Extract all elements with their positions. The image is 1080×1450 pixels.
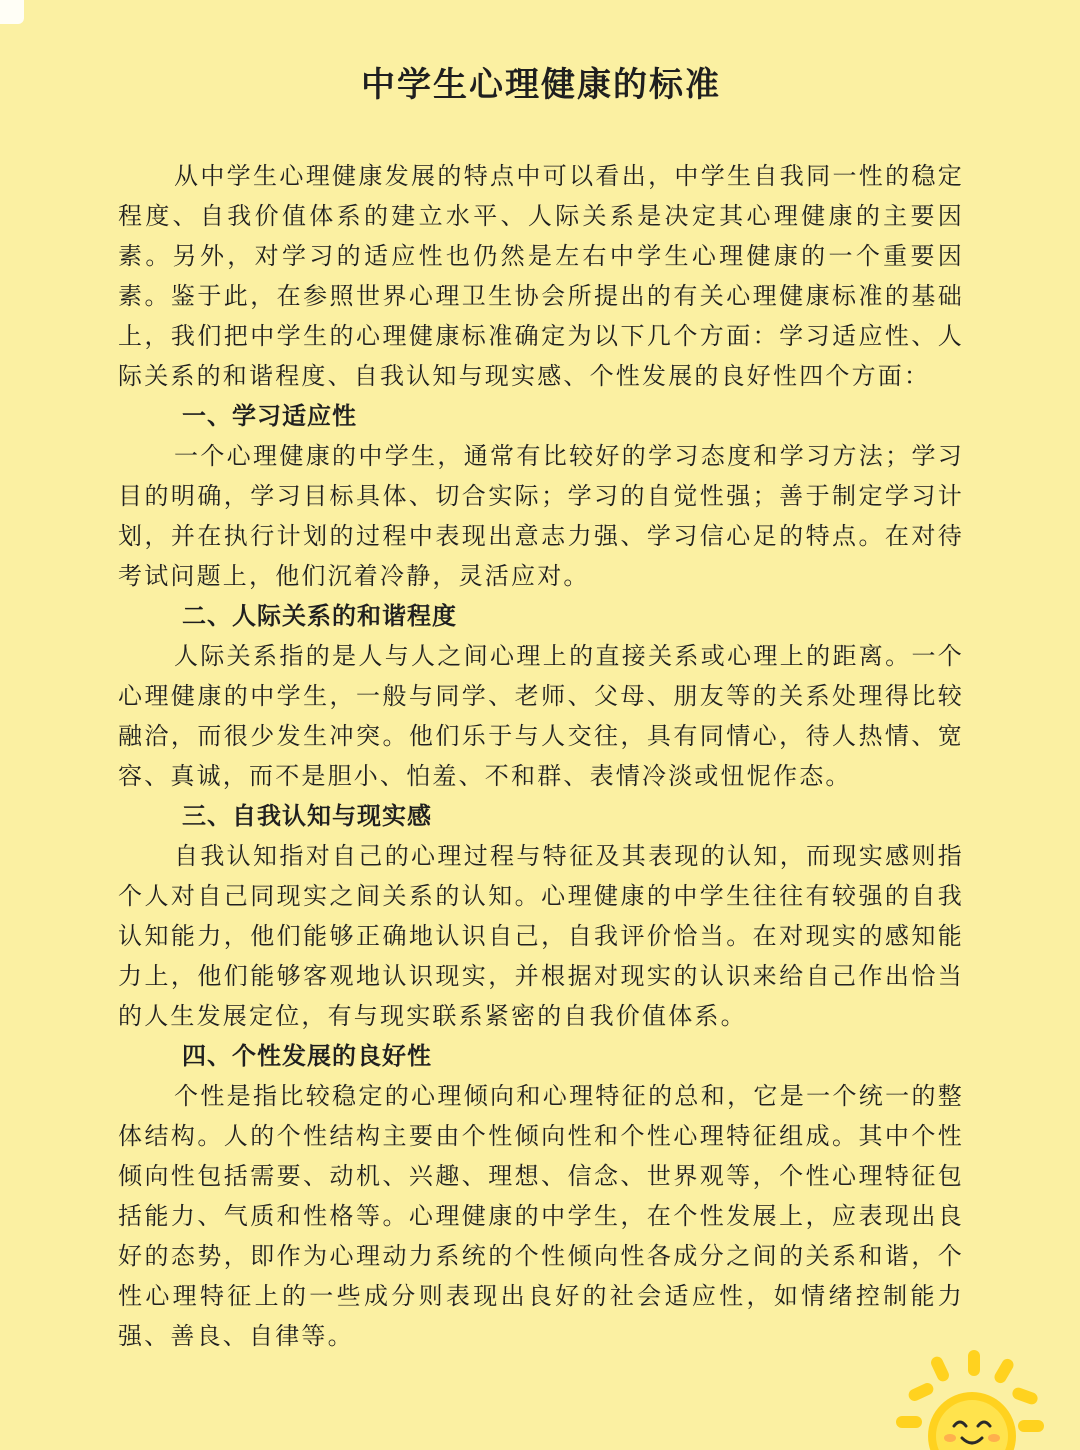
section-interpersonal-harmony [118, 596, 964, 796]
section-personality-development [118, 1036, 964, 1356]
section-heading: 一、学习适应性 [182, 402, 357, 430]
section-heading: 四、个性发展的良好性 [182, 1042, 432, 1070]
page-title: 中学生心理健康的标准 [361, 65, 721, 105]
section-body: 个性是指比较稳定的心理倾向和心理特征的总和，它是一个统一的整体结构。人的个性结构主要由个性倾向性和个性心理特征组成。其中个性倾向性包括需要、动机、兴趣、理想、信念、世界观等，个性心理特征包括能力、气质和性格等。心理健康的中学生，在个性发展上，应表现出良好的态势，即作为心理动力系统的个性倾向性各成分之间的关系和谐，个性心理特征上的一些成分则表现出良好的社会适应性，如情绪控制能力强、善良、自律等。 [118, 1082, 964, 1350]
section-body: 自我认知指对自己的心理过程与特征及其表现的认知，而现实感则指个人对自己同现实之间关系的认知。心理健康的中学生往往有较强的自我认知能力，他们能够正确地认识自己，自我评价恰当。在对现实的感知能力上，他们能够客观地认识现实，并根据对现实的认识来给自己作出恰当的人生发展定位，有与现实联系紧密的自我价值体系。 [118, 842, 964, 1030]
section-heading: 二、人际关系的和谐程度 [182, 602, 457, 630]
section-heading: 三、自我认知与现实感 [182, 802, 432, 830]
intro-paragraph: 从中学生心理健康发展的特点中可以看出，中学生自我同一性的稳定程度、自我价值体系的建立水平、人际关系是决定其心理健康的主要因素。另外，对学习的适应性也仍然是左右中学生心理健康的一个重要因素。鉴于此，在参照世界心理卫生协会所提出的有关心理健康标准的基础上，我们把中学生的心理健康标准确定为以下几个方面：学习适应性、人际关系的和谐程度、自我认知与现实感、个性发展的良好性四个方面： [118, 162, 964, 390]
corner-mark [0, 0, 24, 24]
section-body: 人际关系指的是人与人之间心理上的直接关系或心理上的距离。一个心理健康的中学生，一般与同学、老师、父母、朋友等的关系处理得比较融洽，而很少发生冲突。他们乐于与人交往，具有同情心，待人热情、宽容、真诚，而不是胆小、怕羞、不和群、表情冷淡或忸怩作态。 [118, 642, 964, 790]
section-learning-adaptability [118, 396, 964, 596]
smiling-sun-icon [890, 1350, 1050, 1450]
section-self-cognition [118, 796, 964, 1036]
section-body: 一个心理健康的中学生，通常有比较好的学习态度和学习方法；学习目的明确，学习目标具体、切合实际；学习的自觉性强；善于制定学习计划，并在执行计划的过程中表现出意志力强、学习信心足的特点。在对待考试问题上，他们沉着冷静，灵活应对。 [118, 442, 964, 590]
document [118, 58, 964, 1356]
